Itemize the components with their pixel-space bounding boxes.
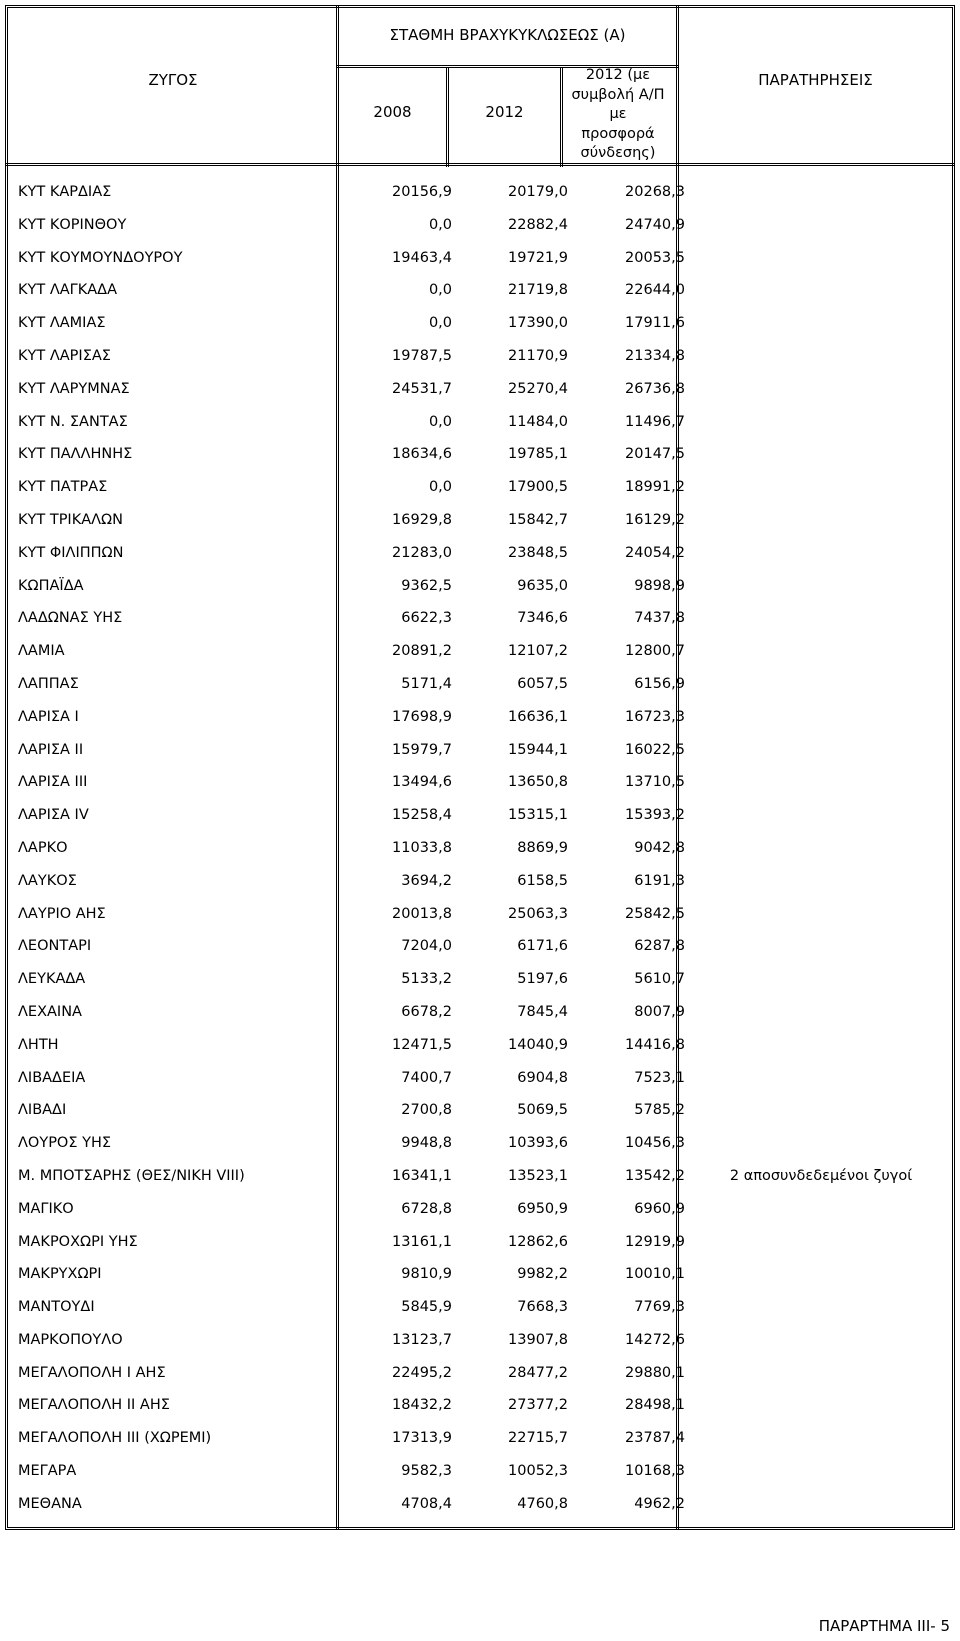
remarks-cell: 2 αποσυνδεδεμένοι ζυγοί <box>729 1167 913 1184</box>
table-row <box>10 1234 955 1267</box>
value-2012-cell: 10393,6 <box>508 1135 568 1152</box>
bus-name-cell: ΜΑΡΚΟΠΟΥΛΟ <box>18 1331 123 1348</box>
value-2008-cell: 20156,9 <box>392 184 452 200</box>
bus-name-cell: ΜΕΓΑΛΟΠΟΛΗ ΙΙΙ (ΧΩΡΕΜΙ) <box>18 1430 212 1447</box>
value-2008-cell: 5845,9 <box>401 1299 452 1316</box>
table-row <box>10 282 955 315</box>
value-2012-cell: 22882,4 <box>508 216 568 233</box>
bus-name-cell: ΛΙΒΑΔΕΙΑ <box>18 1069 86 1086</box>
value-2008-cell: 9948,8 <box>401 1135 452 1152</box>
table-row <box>10 610 955 643</box>
value-2008-cell: 18432,2 <box>392 1397 452 1414</box>
bus-name-cell: ΜΑΝΤΟΥΔΙ <box>18 1299 95 1316</box>
value-2008-cell: 6728,8 <box>401 1200 452 1217</box>
value-2008-cell: 5171,4 <box>401 675 452 692</box>
value-2012-wind-cell: 23787,4 <box>625 1430 685 1447</box>
value-2012-cell: 8869,9 <box>517 839 568 856</box>
table-row <box>10 676 955 709</box>
table-row <box>10 709 955 742</box>
value-2008-cell: 3694,2 <box>401 872 452 889</box>
value-2008-cell: 22495,2 <box>392 1364 452 1381</box>
bus-name-cell: ΛΟΥΡΟΣ ΥΗΣ <box>18 1135 112 1152</box>
bus-name-cell: ΚΥΤ ΚΟΥΜΟΥΝΔΟΥΡΟΥ <box>18 249 183 266</box>
value-2012-cell: 6057,5 <box>517 675 568 692</box>
value-2012-cell: 13907,8 <box>508 1331 568 1348</box>
value-2012-wind-cell: 14272,6 <box>625 1331 685 1348</box>
value-2012-cell: 25063,3 <box>508 905 568 922</box>
value-2012-wind-cell: 14416,8 <box>625 1036 685 1053</box>
value-2008-cell: 21283,0 <box>392 544 452 561</box>
bus-name-cell: ΚΥΤ ΠΑΤΡΑΣ <box>18 479 108 496</box>
table-row <box>10 873 955 906</box>
value-2008-cell: 7204,0 <box>401 938 452 955</box>
value-2012-cell: 13523,1 <box>508 1167 568 1184</box>
value-2012-wind-cell: 5610,7 <box>634 971 685 988</box>
value-2012-wind-cell: 4962,2 <box>634 1495 685 1512</box>
value-2008-cell: 11033,8 <box>392 839 452 856</box>
value-2008-cell: 0,0 <box>428 216 452 233</box>
value-2012-wind-cell: 5785,2 <box>634 1102 685 1119</box>
column-divider-2012 <box>560 67 563 167</box>
table-row <box>10 1365 955 1398</box>
table-row <box>10 1397 955 1430</box>
table-row <box>10 742 955 775</box>
header-bus: ΖΥΓΟΣ <box>148 71 198 89</box>
table-row <box>10 217 955 250</box>
value-2012-cell: 20179,0 <box>508 184 568 200</box>
bus-name-cell: ΚΥΤ ΛΑΡΥΜΝΑΣ <box>18 380 130 397</box>
table-row <box>10 381 955 414</box>
value-2008-cell: 19787,5 <box>392 347 452 364</box>
bus-name-cell: ΛΑΡΙΣΑ IV <box>18 807 89 824</box>
value-2012-wind-cell: 10456,3 <box>625 1135 685 1152</box>
value-2012-cell: 9982,2 <box>517 1266 568 1283</box>
table-row <box>10 348 955 381</box>
table-row <box>10 1496 955 1529</box>
value-2012-cell: 5197,6 <box>517 971 568 988</box>
value-2012-cell: 27377,2 <box>508 1397 568 1414</box>
bus-name-cell: ΛΕΥΚΑΔΑ <box>18 971 86 988</box>
bus-name-cell: ΛΑΠΠΑΣ <box>18 675 79 692</box>
bus-name-cell: ΚΥΤ ΠΑΛΛΗΝΗΣ <box>18 446 133 463</box>
table-row <box>10 479 955 512</box>
bus-name-cell: ΛΑΡΙΣΑ Ι <box>18 708 79 725</box>
bus-name-cell: ΚΥΤ ΛΑΓΚΑΔΑ <box>18 282 118 299</box>
value-2012-wind-cell: 7769,3 <box>634 1299 685 1316</box>
value-2012-wind-cell: 28498,1 <box>625 1397 685 1414</box>
bus-name-cell: ΚΥΤ ΛΑΡΙΣΑΣ <box>18 347 111 364</box>
value-2008-cell: 5133,2 <box>401 971 452 988</box>
table-row <box>10 414 955 447</box>
bus-name-cell: Μ. ΜΠΟΤΣΑΡΗΣ (ΘΕΣ/ΝΙΚΗ VIII) <box>18 1167 245 1184</box>
value-2008-cell: 17313,9 <box>392 1430 452 1447</box>
value-2012-wind-cell: 7437,8 <box>634 610 685 627</box>
table-row <box>10 807 955 840</box>
value-2008-cell: 2700,8 <box>401 1102 452 1119</box>
bus-name-cell: ΛΑΡΙΣΑ ΙΙΙ <box>18 774 88 791</box>
table-row <box>10 971 955 1004</box>
header-bottom-line <box>5 163 955 166</box>
value-2008-cell: 24531,7 <box>392 380 452 397</box>
value-2012-wind-cell: 21334,8 <box>625 347 685 364</box>
bus-name-cell: ΜΕΓΑΡΑ <box>18 1463 77 1480</box>
value-2008-cell: 18634,6 <box>392 446 452 463</box>
table-row <box>10 1135 955 1168</box>
value-2012-wind-cell: 10010,1 <box>625 1266 685 1283</box>
value-2012-cell: 9635,0 <box>517 577 568 594</box>
value-2012-wind-cell: 6287,8 <box>634 938 685 955</box>
value-2012-cell: 10052,3 <box>508 1463 568 1480</box>
value-2008-cell: 0,0 <box>428 282 452 299</box>
bus-name-cell: ΚΩΠΑΪΔΑ <box>18 577 84 594</box>
table-row <box>10 250 955 283</box>
bus-name-cell: ΛΑΡΚΟ <box>18 839 68 856</box>
value-2008-cell: 9362,5 <box>401 577 452 594</box>
value-2008-cell: 16929,8 <box>392 511 452 528</box>
value-2012-cell: 23848,5 <box>508 544 568 561</box>
bus-name-cell: ΚΥΤ ΤΡΙΚΑΛΩΝ <box>18 511 123 528</box>
value-2008-cell: 0,0 <box>428 413 452 430</box>
table-row <box>10 1168 955 1201</box>
value-2012-cell: 16636,1 <box>508 708 568 725</box>
value-2012-wind-cell: 29880,1 <box>625 1364 685 1381</box>
value-2012-wind-cell: 13710,5 <box>625 774 685 791</box>
value-2008-cell: 20891,2 <box>392 643 452 660</box>
value-2008-cell: 9810,9 <box>401 1266 452 1283</box>
value-2012-cell: 5069,5 <box>517 1102 568 1119</box>
value-2012-cell: 21719,8 <box>508 282 568 299</box>
bus-name-cell: ΚΥΤ ΚΑΡΔΙΑΣ <box>18 184 112 200</box>
value-2008-cell: 12471,5 <box>392 1036 452 1053</box>
table-row <box>10 774 955 807</box>
table-row <box>10 184 955 217</box>
table-row <box>10 1004 955 1037</box>
value-2012-wind-cell: 24054,2 <box>625 544 685 561</box>
value-2012-wind-cell: 16723,3 <box>625 708 685 725</box>
value-2012-cell: 25270,4 <box>508 380 568 397</box>
header-remarks: ΠΑΡΑΤΗΡΗΣΕΙΣ <box>758 71 873 89</box>
value-2012-wind-cell: 24740,9 <box>625 216 685 233</box>
bus-name-cell: ΚΥΤ ΚΟΡΙΝΘΟΥ <box>18 216 127 233</box>
value-2012-wind-cell: 11496,7 <box>625 413 685 430</box>
value-2012-cell: 14040,9 <box>508 1036 568 1053</box>
value-2012-cell: 21170,9 <box>508 347 568 364</box>
value-2012-wind-cell: 9042,8 <box>634 839 685 856</box>
bus-name-cell: ΜΑΓΙΚΟ <box>18 1200 74 1217</box>
header-2012: 2012 <box>485 103 524 121</box>
value-2012-cell: 4760,8 <box>517 1495 568 1512</box>
value-2008-cell: 13123,7 <box>392 1331 452 1348</box>
bus-name-cell: ΚΥΤ ΦΙΛΙΠΠΩΝ <box>18 544 124 561</box>
value-2012-wind-cell: 25842,5 <box>625 905 685 922</box>
value-2008-cell: 6678,2 <box>401 1003 452 1020</box>
value-2012-wind-cell: 20268,3 <box>625 184 685 200</box>
value-2012-wind-cell: 10168,3 <box>625 1463 685 1480</box>
value-2012-cell: 13650,8 <box>508 774 568 791</box>
bus-name-cell: ΜΑΚΡΥΧΩΡΙ <box>18 1266 102 1283</box>
table-row <box>10 1299 955 1332</box>
value-2008-cell: 19463,4 <box>392 249 452 266</box>
bus-name-cell: ΜΕΘΑΝΑ <box>18 1495 82 1512</box>
value-2012-cell: 15842,7 <box>508 511 568 528</box>
bus-name-cell: ΜΑΚΡΟΧΩΡΙ ΥΗΣ <box>18 1233 138 1250</box>
value-2012-cell: 6158,5 <box>517 872 568 889</box>
table-body <box>10 184 955 1529</box>
value-2012-cell: 17390,0 <box>508 315 568 332</box>
table-row <box>10 578 955 611</box>
page-footer: ΠΑΡΑΡΤΗΜΑ ΙΙΙ- 5 <box>818 1617 950 1635</box>
bus-name-cell: ΚΥΤ ΛΑΜΙΑΣ <box>18 315 106 332</box>
table-row <box>10 840 955 873</box>
table-row <box>10 1332 955 1365</box>
value-2012-cell: 7346,6 <box>517 610 568 627</box>
bus-name-cell: ΛΕΧΑΙΝΑ <box>18 1003 82 1020</box>
value-2012-wind-cell: 22644,0 <box>625 282 685 299</box>
value-2008-cell: 0,0 <box>428 315 452 332</box>
value-2012-wind-cell: 20053,5 <box>625 249 685 266</box>
value-2012-wind-cell: 9898,9 <box>634 577 685 594</box>
bus-name-cell: ΛΗΤΗ <box>18 1036 59 1053</box>
value-2008-cell: 20013,8 <box>392 905 452 922</box>
value-2012-cell: 28477,2 <box>508 1364 568 1381</box>
value-2012-cell: 22715,7 <box>508 1430 568 1447</box>
value-2012-wind-cell: 6960,9 <box>634 1200 685 1217</box>
table-row <box>10 1201 955 1234</box>
value-2012-wind-cell: 6156,9 <box>634 675 685 692</box>
value-2012-cell: 12862,6 <box>508 1233 568 1250</box>
bus-name-cell: ΛΑΥΡΙΟ ΑΗΣ <box>18 905 106 922</box>
header-2012-with-wind: 2012 (με συμβολή Α/Π με προσφορά σύνδεσης) <box>571 67 665 161</box>
value-2012-wind-cell: 8007,9 <box>634 1003 685 1020</box>
value-2012-wind-cell: 16129,2 <box>625 511 685 528</box>
value-2012-cell: 11484,0 <box>508 413 568 430</box>
value-2012-cell: 15944,1 <box>508 741 568 758</box>
value-2012-wind-cell: 16022,5 <box>625 741 685 758</box>
value-2008-cell: 6622,3 <box>401 610 452 627</box>
table-row <box>10 906 955 939</box>
bus-name-cell: ΜΕΓΑΛΟΠΟΛΗ ΙΙ ΑΗΣ <box>18 1397 170 1414</box>
table-row <box>10 938 955 971</box>
value-2008-cell: 13494,6 <box>392 774 452 791</box>
table-row <box>10 1070 955 1103</box>
value-2012-cell: 15315,1 <box>508 807 568 824</box>
table-row <box>10 1463 955 1496</box>
value-2012-cell: 7668,3 <box>517 1299 568 1316</box>
bus-name-cell: ΛΑΥΚΟΣ <box>18 872 77 889</box>
value-2008-cell: 15979,7 <box>392 741 452 758</box>
value-2012-cell: 6904,8 <box>517 1069 568 1086</box>
header-2008: 2008 <box>373 103 412 121</box>
value-2012-wind-cell: 18991,2 <box>625 479 685 496</box>
value-2012-wind-cell: 13542,2 <box>625 1167 685 1184</box>
value-2008-cell: 13161,1 <box>392 1233 452 1250</box>
value-2008-cell: 16341,1 <box>392 1167 452 1184</box>
table-row <box>10 643 955 676</box>
value-2012-wind-cell: 12919,9 <box>625 1233 685 1250</box>
value-2012-cell: 12107,2 <box>508 643 568 660</box>
table-row <box>10 1266 955 1299</box>
table-row <box>10 315 955 348</box>
value-2012-wind-cell: 26736,8 <box>625 380 685 397</box>
value-2008-cell: 17698,9 <box>392 708 452 725</box>
value-2012-cell: 19721,9 <box>508 249 568 266</box>
value-2008-cell: 0,0 <box>428 479 452 496</box>
table-row <box>10 512 955 545</box>
value-2012-wind-cell: 20147,5 <box>625 446 685 463</box>
header-group-title: ΣΤΑΘΜΗ ΒΡΑΧΥΚΥΚΛΩΣΕΩΣ (Α) <box>389 26 626 44</box>
value-2008-cell: 7400,7 <box>401 1069 452 1086</box>
bus-name-cell: ΚΥΤ Ν. ΣΑΝΤΑΣ <box>18 413 128 430</box>
bus-name-cell: ΛΕΟΝΤΑΡΙ <box>18 938 92 955</box>
value-2012-wind-cell: 6191,3 <box>634 872 685 889</box>
bus-name-cell: ΛΑΔΩΝΑΣ ΥΗΣ <box>18 610 123 627</box>
value-2008-cell: 15258,4 <box>392 807 452 824</box>
bus-name-cell: ΛΙΒΑΔΙ <box>18 1102 67 1119</box>
value-2012-wind-cell: 17911,6 <box>625 315 685 332</box>
value-2012-wind-cell: 7523,1 <box>634 1069 685 1086</box>
value-2012-cell: 6950,9 <box>517 1200 568 1217</box>
value-2012-cell: 17900,5 <box>508 479 568 496</box>
bus-name-cell: ΛΑΡΙΣΑ ΙΙ <box>18 741 84 758</box>
table-row <box>10 1102 955 1135</box>
table-row <box>10 545 955 578</box>
table-row <box>10 446 955 479</box>
value-2012-wind-cell: 15393,2 <box>625 807 685 824</box>
value-2008-cell: 9582,3 <box>401 1463 452 1480</box>
value-2008-cell: 4708,4 <box>401 1495 452 1512</box>
bus-name-cell: ΛΑΜΙΑ <box>18 643 65 660</box>
value-2012-cell: 6171,6 <box>517 938 568 955</box>
value-2012-wind-cell: 12800,7 <box>625 643 685 660</box>
value-2012-cell: 7845,4 <box>517 1003 568 1020</box>
value-2012-cell: 19785,1 <box>508 446 568 463</box>
table-row <box>10 1430 955 1463</box>
bus-name-cell: ΜΕΓΑΛΟΠΟΛΗ Ι ΑΗΣ <box>18 1364 166 1381</box>
table-row <box>10 1037 955 1070</box>
